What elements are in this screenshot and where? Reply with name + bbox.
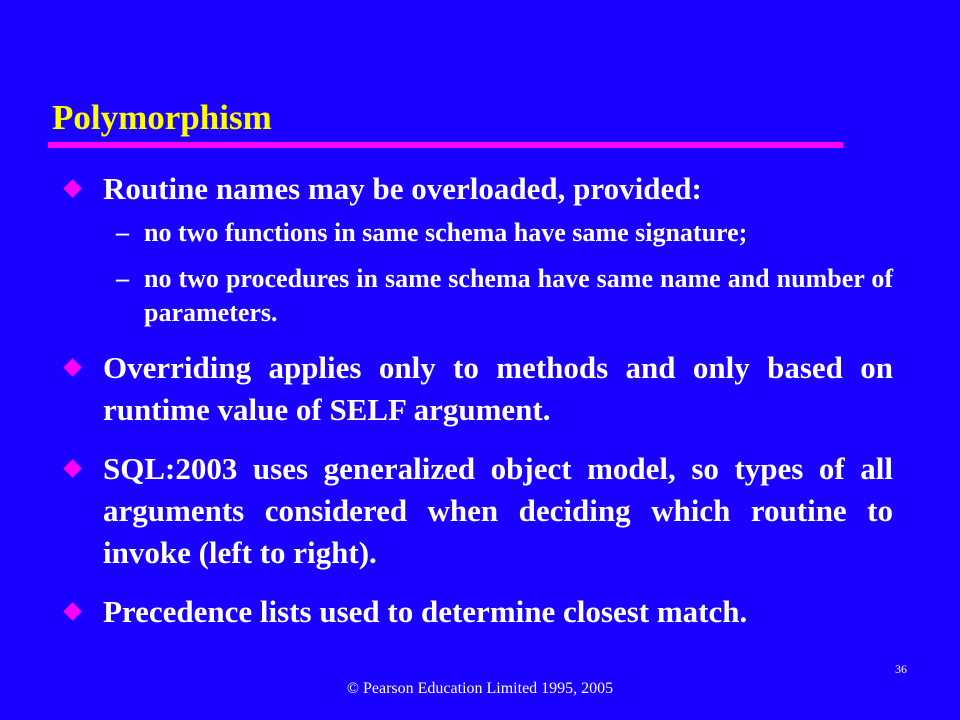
- sub-item: [103, 262, 893, 330]
- bullet-item: [60, 168, 893, 330]
- bullet-item: [60, 448, 893, 574]
- bullet-text: Routine names may be overloaded, provided:: [103, 171, 702, 206]
- sub-list: [103, 216, 893, 330]
- page-number: 36: [895, 662, 907, 676]
- sub-item: [103, 216, 893, 250]
- diamond-bullet-icon: [63, 459, 81, 477]
- slide-title: Polymorphism: [52, 98, 272, 137]
- diamond-bullet-icon: [63, 602, 81, 620]
- diamond-bullet-icon: [63, 358, 81, 376]
- dash-marker: –: [116, 218, 129, 247]
- dash-marker: –: [116, 264, 129, 293]
- bullet-text: Overriding applies only to methods and only based on runtime value of SELF argument.: [103, 350, 893, 427]
- bullet-item: [60, 591, 893, 633]
- copyright-footer: © Pearson Education Limited 1995, 2005: [346, 680, 614, 697]
- sub-item-text: no two procedures in same schema have same name and number of parameters.: [144, 264, 893, 327]
- sub-item-text: no two functions in same schema have same signature;: [144, 218, 748, 247]
- bullet-text: Precedence lists used to determine closest match.: [103, 594, 748, 629]
- bullet-item: [60, 347, 893, 431]
- bullet-list: [60, 168, 893, 650]
- title-underline: [48, 142, 843, 148]
- diamond-bullet-icon: [63, 179, 81, 197]
- bullet-text: SQL:2003 uses generalized object model, so types of all arguments considered when deciding which routine to invoke (left to right).: [103, 451, 893, 570]
